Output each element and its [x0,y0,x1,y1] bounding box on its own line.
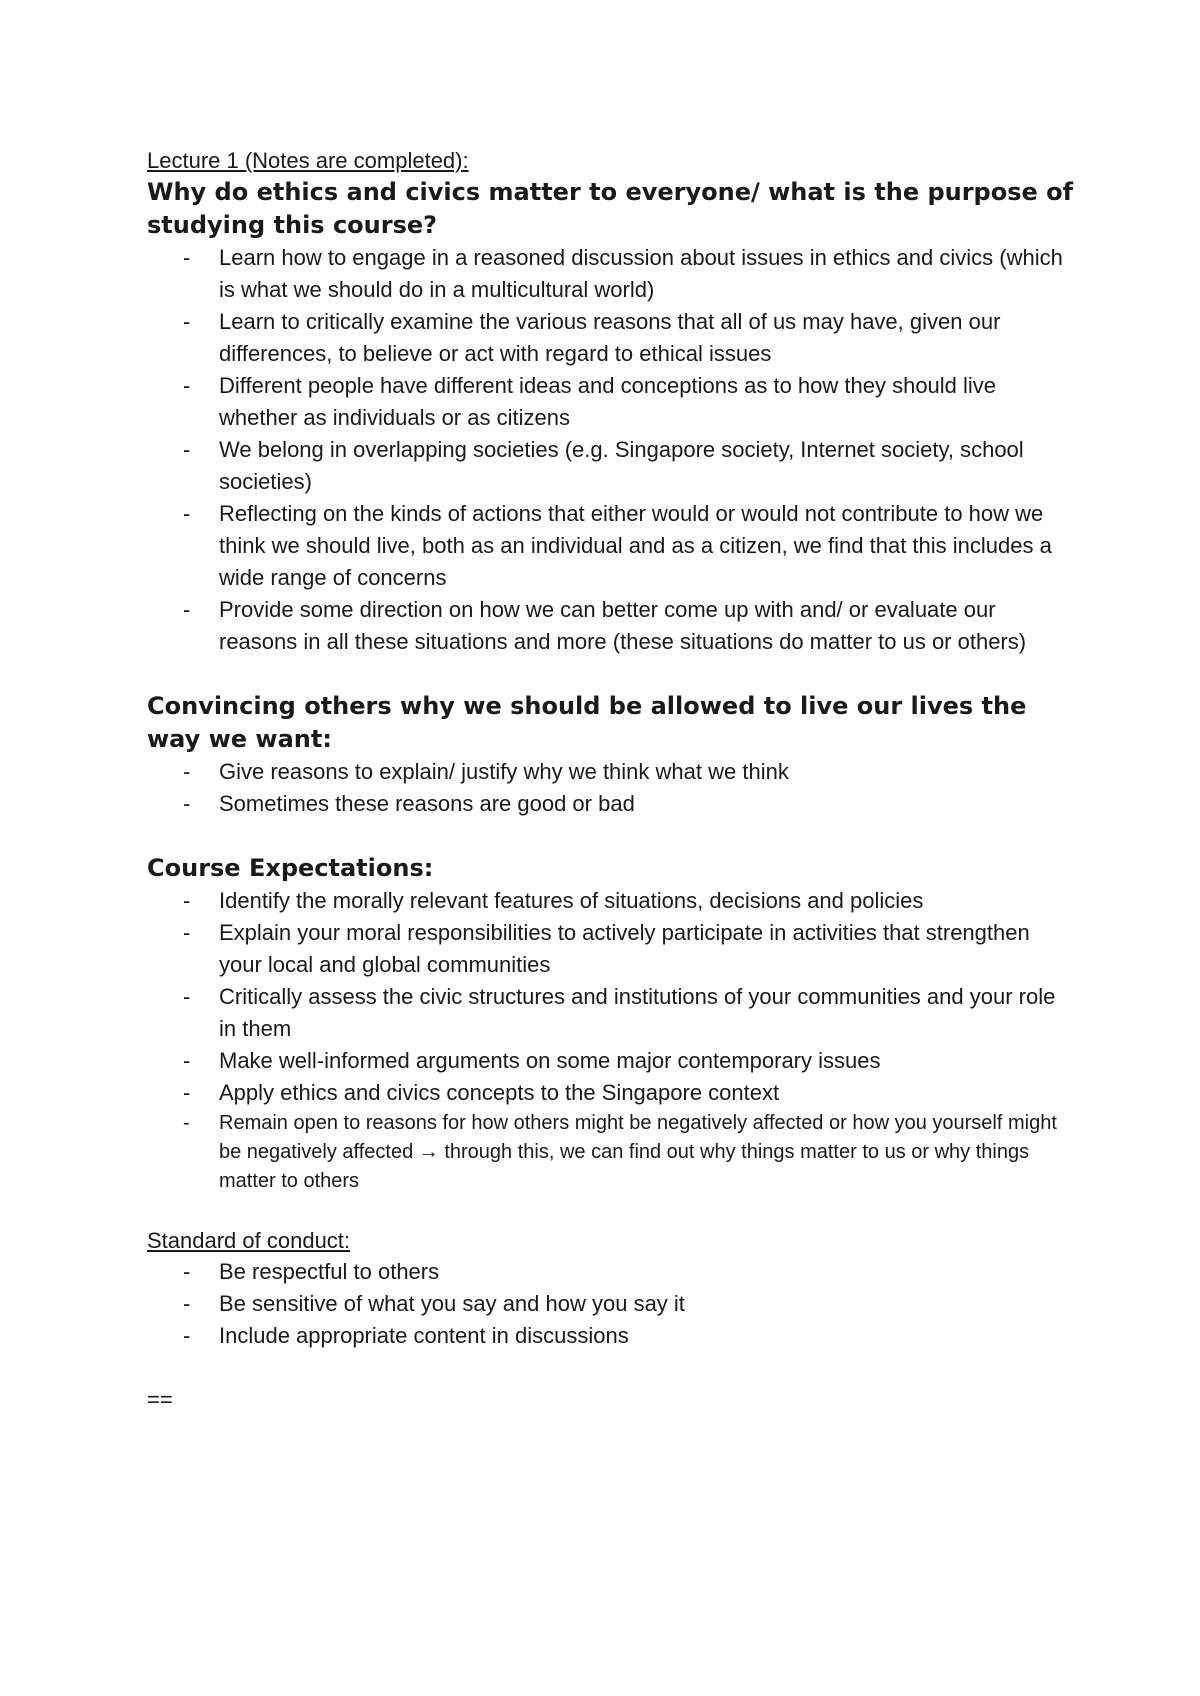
conduct-title: Standard of conduct: [147,1228,351,1253]
bullet-dash: - [183,373,191,398]
conduct-list [147,1256,1077,1352]
list-item: - Learn to critically examine the various reasons that all of us may have, given our differences, to believe or act with regard to ethical issues [147,306,1077,370]
list-item: - Sometimes these reasons are good or bad [147,788,1077,820]
convincing-list [147,756,1077,820]
list-item: - Apply ethics and civics concepts to the Singapore context [147,1077,1077,1109]
section-separator: == [147,1387,173,1412]
bullet-dash: - [183,1112,190,1134]
bullet-dash: - [183,1080,191,1105]
list-item: - Be respectful to others [147,1256,1077,1288]
bullet-dash: - [183,984,191,1009]
spacer [147,1352,1077,1385]
bullet-dash: - [183,501,191,526]
expectations-list [147,885,1077,1196]
bullet-dash: - [183,1048,191,1073]
bullet-dash: - [183,1259,191,1284]
purpose-list [147,242,1077,658]
bullet-dash: - [183,437,191,462]
bullet-dash: - [183,309,191,334]
spacer [147,1196,1077,1226]
bullet-dash: - [183,920,191,945]
bullet-dash: - [183,791,191,816]
section-heading-expectations: Course Expectations: [147,854,434,882]
list-item: - Reflecting on the kinds of actions that either would or would not contribute to how we think we should live, both as an individual and as a citizen, we find that this includes a wide range of concerns [147,498,1077,594]
list-item: - Learn how to engage in a reasoned discussion about issues in ethics and civics (which is what we should do in a multicultural world) [147,242,1077,306]
bullet-dash: - [183,1323,191,1348]
section-heading-convincing: Convincing others why we should be allowed to live our lives the way we want: [147,692,1027,753]
list-item: - Critically assess the civic structures and institutions of your communities and your role in them [147,981,1077,1045]
list-item: - Be sensitive of what you say and how you say it [147,1288,1077,1320]
spacer [147,658,1077,690]
bullet-dash: - [183,1291,191,1316]
list-item: - Explain your moral responsibilities to actively participate in activities that strengthen your local and global communities [147,917,1077,981]
spacer [147,820,1077,852]
bullet-dash: - [183,245,191,270]
list-item: - We belong in overlapping societies (e.g. Singapore society, Internet society, school societies) [147,434,1077,498]
list-item: - Remain open to reasons for how others might be negatively affected or how you yourself might be negatively affected → through this, we can find out why things matter to us or why things matter to others [147,1109,1077,1196]
bullet-dash: - [183,759,191,784]
list-item: - Different people have different ideas and conceptions as to how they should live whether as individuals or as citizens [147,370,1077,434]
lecture-title: Lecture 1 (Notes are completed): [147,148,469,173]
document-page [147,146,1077,1415]
list-item: - Include appropriate content in discussions [147,1320,1077,1352]
bullet-dash: - [183,597,191,622]
list-item: - Identify the morally relevant features of situations, decisions and policies [147,885,1077,917]
list-item: - Give reasons to explain/ justify why we think what we think [147,756,1077,788]
list-item: - Make well-informed arguments on some major contemporary issues [147,1045,1077,1077]
section-heading-purpose: Why do ethics and civics matter to everyone/ what is the purpose of studying this course? [147,178,1074,239]
list-item: - Provide some direction on how we can better come up with and/ or evaluate our reasons in all these situations and more (these situations do matter to us or others) [147,594,1077,658]
bullet-dash: - [183,888,191,913]
